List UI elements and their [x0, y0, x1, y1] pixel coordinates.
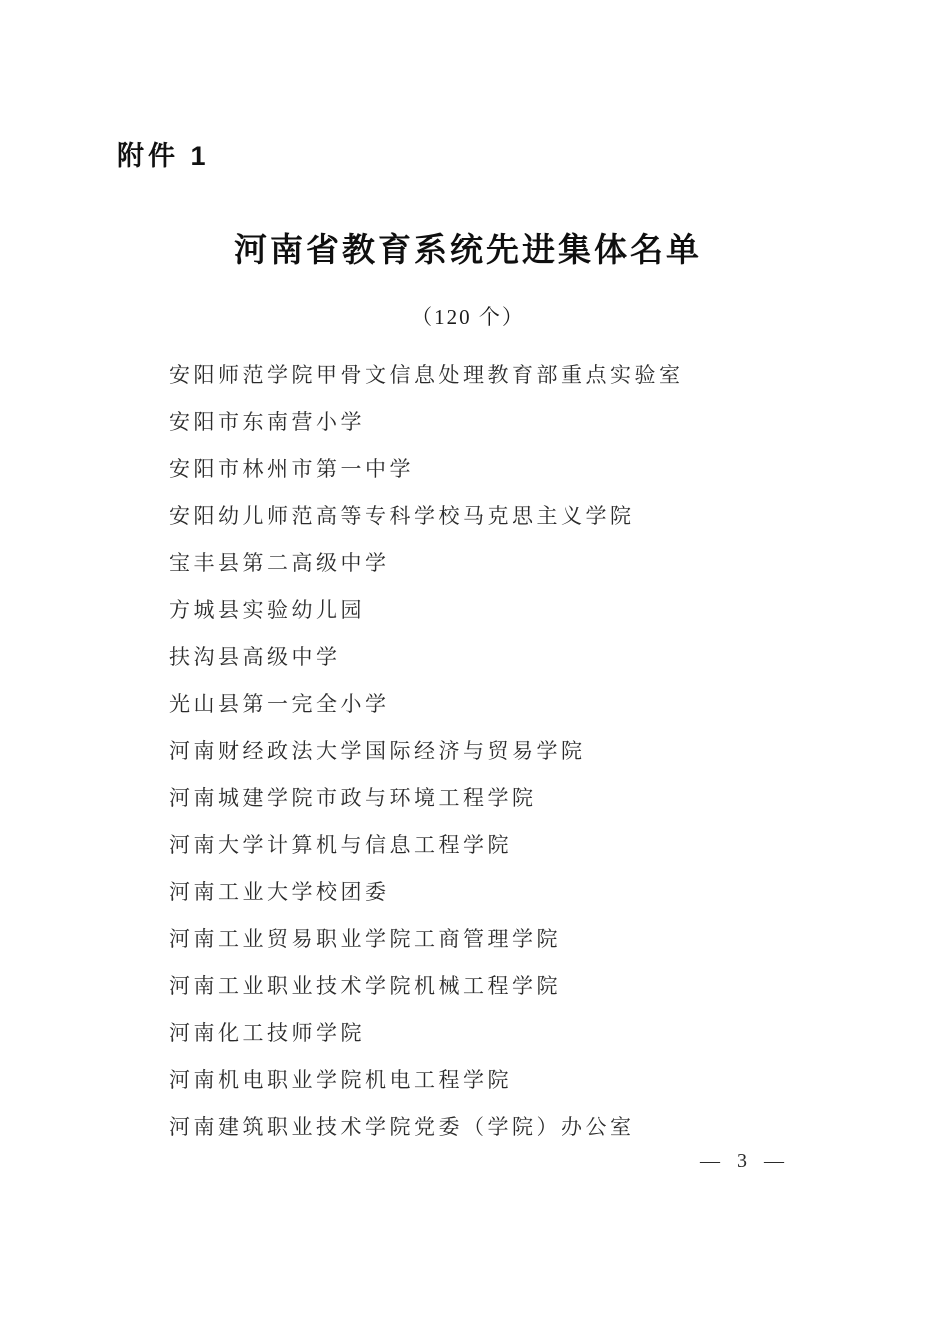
list-item: 河南城建学院市政与环境工程学院 — [169, 786, 537, 810]
list-item: 河南大学计算机与信息工程学院 — [169, 833, 512, 857]
list-item: 河南财经政法大学国际经济与贸易学院 — [169, 739, 586, 763]
list-item: 光山县第一完全小学 — [169, 692, 390, 716]
list-item: 安阳幼儿师范高等专科学校马克思主义学院 — [169, 504, 635, 528]
attachment-label: 附件 1 — [117, 141, 210, 171]
collective-list — [169, 352, 819, 1151]
list-item: 河南机电职业学院机电工程学院 — [169, 1068, 512, 1092]
list-item: 河南工业贸易职业学院工商管理学院 — [169, 927, 561, 951]
list-item: 安阳市林州市第一中学 — [169, 457, 414, 481]
list-item: 河南工业职业技术学院机械工程学院 — [169, 974, 561, 998]
list-item: 河南化工技师学院 — [169, 1021, 365, 1045]
document-title: 河南省教育系统先进集体名单 — [234, 233, 702, 269]
list-item: 方城县实验幼儿园 — [169, 598, 365, 622]
page-number: — 3 — — [700, 1150, 790, 1172]
list-item: 安阳师范学院甲骨文信息处理教育部重点实验室 — [169, 363, 684, 387]
list-item: 安阳市东南营小学 — [169, 410, 365, 434]
list-item: 宝丰县第二高级中学 — [169, 551, 390, 575]
count-label: （120 个） — [411, 305, 525, 329]
list-item: 河南建筑职业技术学院党委（学院）办公室 — [169, 1115, 635, 1139]
list-item: 扶沟县高级中学 — [169, 645, 341, 669]
list-item: 河南工业大学校团委 — [169, 880, 390, 904]
